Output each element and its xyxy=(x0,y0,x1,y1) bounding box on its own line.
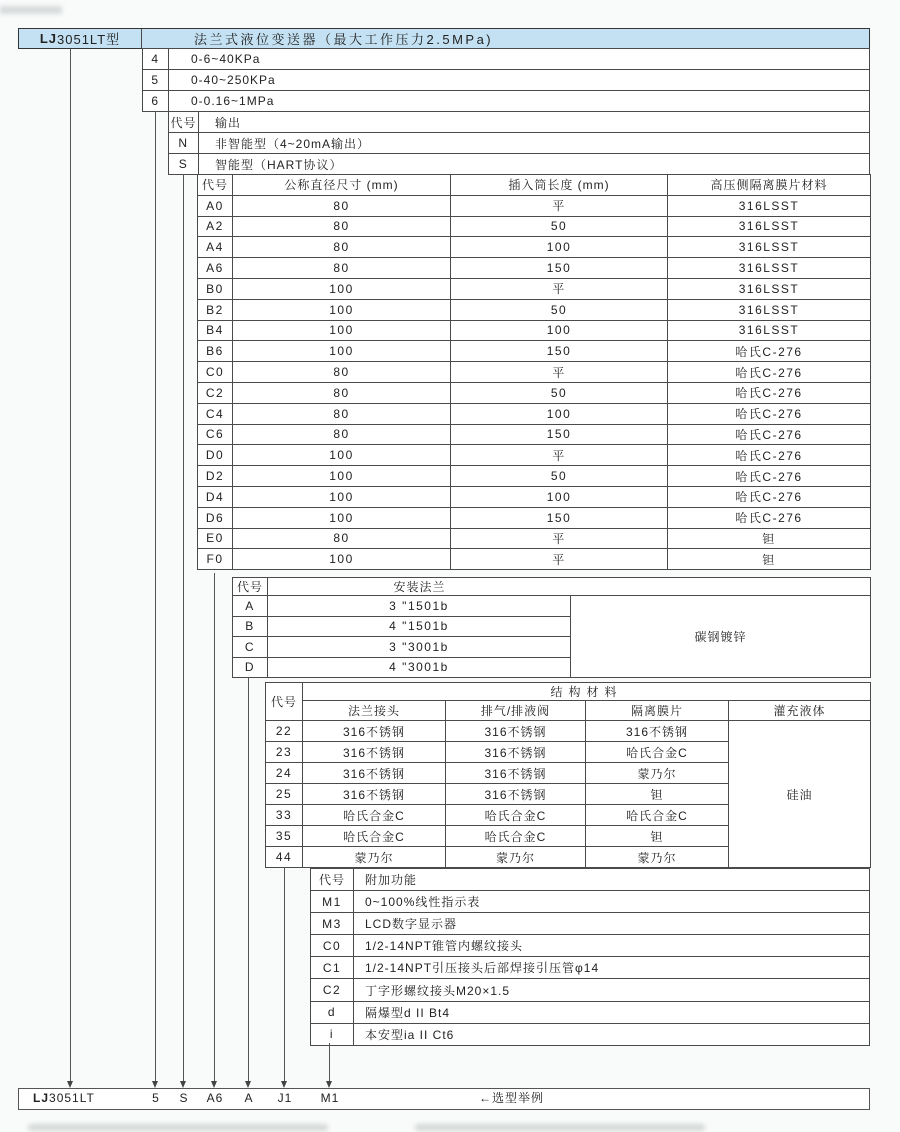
diaphragm-row xyxy=(198,507,871,528)
example-code-flange: A xyxy=(244,1091,254,1105)
addons-row xyxy=(311,891,870,913)
flange-code: D xyxy=(233,657,268,678)
output-row xyxy=(169,133,870,154)
materials-code: 23 xyxy=(266,742,303,763)
connector-line-flange xyxy=(248,677,249,1081)
materials-c1: 316不锈钢 xyxy=(303,784,446,805)
arrow-down-icon xyxy=(67,1081,73,1088)
materials-c2: 蒙乃尔 xyxy=(446,847,586,868)
diaphragm-material: 316LSST xyxy=(668,258,871,279)
arrow-down-icon xyxy=(152,1081,158,1088)
addons-code: d xyxy=(311,1001,354,1023)
addons-code: C2 xyxy=(311,979,354,1001)
diaphragm-material: 316LSST xyxy=(668,195,871,216)
diaphragm-material: 哈氏C-276 xyxy=(668,362,871,383)
diaphragm-row xyxy=(198,362,871,383)
diaphragm-material: 哈氏C-276 xyxy=(668,424,871,445)
diaphragm-diameter: 100 xyxy=(233,445,451,466)
diaphragm-material: 哈氏C-276 xyxy=(668,507,871,528)
materials-c3: 蒙乃尔 xyxy=(586,847,729,868)
diaphragm-code: F0 xyxy=(198,549,233,570)
diaphragm-length: 50 xyxy=(451,299,668,320)
diaphragm-code: D4 xyxy=(198,486,233,507)
diaphragm-material: 哈氏C-276 xyxy=(668,341,871,362)
scan-smudge xyxy=(0,6,62,14)
flange-code: B xyxy=(233,616,268,637)
materials-code: 24 xyxy=(266,763,303,784)
diaphragm-length: 150 xyxy=(451,424,668,445)
diaphragm-diameter: 80 xyxy=(233,528,451,549)
output-value: 智能型（HART协议） xyxy=(199,154,870,175)
diaphragm-material: 哈氏C-276 xyxy=(668,403,871,424)
diaphragm-code: C2 xyxy=(198,382,233,403)
addons-value: 1/2-14NPT引压接头后部焊接引压管φ14 xyxy=(354,957,870,979)
materials-c3: 316不锈钢 xyxy=(586,721,729,742)
addons-code: M3 xyxy=(311,913,354,935)
materials-code: 35 xyxy=(266,826,303,847)
addons-code-header: 代号 xyxy=(311,869,354,891)
diaphragm-length: 平 xyxy=(451,528,668,549)
diaphragm-material: 哈氏C-276 xyxy=(668,486,871,507)
diaphragm-length: 50 xyxy=(451,382,668,403)
example-code-diaphragm: A6 xyxy=(206,1091,224,1105)
diaphragm-diameter: 80 xyxy=(233,237,451,258)
diaphragm-code: B2 xyxy=(198,299,233,320)
output-label-header: 输出 xyxy=(199,112,870,133)
diaphragm-diameter: 80 xyxy=(233,258,451,279)
diaphragm-header-row xyxy=(198,175,871,196)
diaphragm-diameter: 80 xyxy=(233,362,451,383)
diaphragm-row xyxy=(198,237,871,258)
addons-row xyxy=(311,1023,870,1045)
arrow-down-icon xyxy=(281,1081,287,1088)
example-code-range: 5 xyxy=(152,1091,160,1105)
materials-c2: 316不锈钢 xyxy=(446,784,586,805)
diaphragm-code: B0 xyxy=(198,278,233,299)
materials-subheader-row xyxy=(266,701,871,721)
diaphragm-code: B4 xyxy=(198,320,233,341)
range-code: 4 xyxy=(143,49,169,70)
col-header-flange-joint: 法兰接头 xyxy=(303,701,446,721)
diaphragm-row xyxy=(198,258,871,279)
example-model xyxy=(33,1089,95,1108)
example-code-materials: J1 xyxy=(277,1091,293,1105)
col-header-material: 高压侧隔离膜片材料 xyxy=(668,175,871,196)
flange-row xyxy=(233,596,871,617)
diaphragm-length: 平 xyxy=(451,362,668,383)
diaphragm-length: 100 xyxy=(451,486,668,507)
addons-code: C1 xyxy=(311,957,354,979)
diaphragm-diameter: 100 xyxy=(233,299,451,320)
diaphragm-material: 316LSST xyxy=(668,278,871,299)
connector-line-model xyxy=(70,49,71,1081)
col-header-diameter: 公称直径尺寸 (mm) xyxy=(233,175,451,196)
range-table xyxy=(142,48,870,112)
addons-code: C0 xyxy=(311,935,354,957)
connector-line-addons xyxy=(329,1043,330,1081)
diaphragm-material: 哈氏C-276 xyxy=(668,382,871,403)
flange-label-header-text: 安装法兰 xyxy=(393,580,446,594)
range-row xyxy=(143,49,870,70)
diaphragm-row xyxy=(198,278,871,299)
diaphragm-length: 50 xyxy=(451,466,668,487)
col-header-vent-valve: 排气/排液阀 xyxy=(446,701,586,721)
col-header-fill-fluid: 灌充液体 xyxy=(729,701,871,721)
addons-row xyxy=(311,913,870,935)
model-name-prefix: LJ xyxy=(39,31,58,46)
materials-c2: 哈氏合金C xyxy=(446,805,586,826)
diaphragm-table xyxy=(197,174,871,570)
diaphragm-material: 哈氏C-276 xyxy=(668,445,871,466)
materials-c3: 哈氏合金C xyxy=(586,742,729,763)
addons-row xyxy=(311,935,870,957)
diaphragm-code: B6 xyxy=(198,341,233,362)
materials-c3: 钽 xyxy=(586,826,729,847)
materials-title-row xyxy=(266,683,871,701)
diaphragm-length: 100 xyxy=(451,403,668,424)
diaphragm-diameter: 80 xyxy=(233,216,451,237)
output-table xyxy=(168,111,870,175)
arrow-down-icon xyxy=(245,1081,251,1088)
addons-label-header: 附加功能 xyxy=(354,869,870,891)
range-code: 6 xyxy=(143,91,169,112)
example-selection-box xyxy=(18,1088,870,1110)
output-code: N xyxy=(169,133,199,154)
materials-c3: 钽 xyxy=(586,784,729,805)
output-header-row xyxy=(169,112,870,133)
diaphragm-row xyxy=(198,466,871,487)
diaphragm-material: 316LSST xyxy=(668,216,871,237)
addons-table xyxy=(310,868,870,1046)
example-code-addons: M1 xyxy=(320,1091,340,1105)
flange-label-header xyxy=(268,578,871,596)
example-model-prefix: LJ xyxy=(33,1091,50,1105)
addons-value: 丁字形螺纹接头M20×1.5 xyxy=(354,979,870,1001)
example-note: ←选型举例 xyxy=(479,1091,545,1105)
arrow-down-icon xyxy=(326,1081,332,1088)
materials-code: 22 xyxy=(266,721,303,742)
output-row xyxy=(169,154,870,175)
example-code-output: S xyxy=(179,1091,189,1105)
connector-line-output xyxy=(183,174,184,1081)
diaphragm-code: A0 xyxy=(198,195,233,216)
materials-code: 33 xyxy=(266,805,303,826)
diaphragm-row xyxy=(198,424,871,445)
flange-code: A xyxy=(233,596,268,617)
diaphragm-diameter: 100 xyxy=(233,486,451,507)
diaphragm-row xyxy=(198,528,871,549)
arrow-down-icon xyxy=(211,1081,217,1088)
diaphragm-code: A6 xyxy=(198,258,233,279)
diaphragm-material: 316LSST xyxy=(668,237,871,258)
materials-c1: 蒙乃尔 xyxy=(303,847,446,868)
diaphragm-row xyxy=(198,486,871,507)
materials-c2: 316不锈钢 xyxy=(446,742,586,763)
materials-c1: 316不锈钢 xyxy=(303,721,446,742)
ghost-text-strip xyxy=(28,1124,328,1131)
diaphragm-length: 150 xyxy=(451,507,668,528)
diaphragm-length: 150 xyxy=(451,258,668,279)
flange-code-header: 代号 xyxy=(233,578,268,596)
addons-value: 隔爆型d II Bt4 xyxy=(354,1001,870,1023)
addons-code: M1 xyxy=(311,891,354,913)
materials-c1: 316不锈钢 xyxy=(303,742,446,763)
diaphragm-length: 50 xyxy=(451,216,668,237)
example-model-rest: 3051LT xyxy=(49,1091,95,1105)
diaphragm-length: 100 xyxy=(451,320,668,341)
flange-size: 3 "1501b xyxy=(268,596,571,617)
diaphragm-length: 平 xyxy=(451,549,668,570)
diaphragm-code: E0 xyxy=(198,528,233,549)
materials-code: 44 xyxy=(266,847,303,868)
range-row xyxy=(143,91,870,112)
addons-header-row xyxy=(311,869,870,891)
addons-row xyxy=(311,979,870,1001)
diaphragm-code: D6 xyxy=(198,507,233,528)
diaphragm-code: C4 xyxy=(198,403,233,424)
addons-row xyxy=(311,957,870,979)
diaphragm-diameter: 100 xyxy=(233,341,451,362)
diaphragm-diameter: 80 xyxy=(233,403,451,424)
diaphragm-length: 平 xyxy=(451,445,668,466)
materials-c1: 哈氏合金C xyxy=(303,826,446,847)
materials-c2: 316不锈钢 xyxy=(446,721,586,742)
model-name-rest: 3051LT型 xyxy=(57,32,121,47)
product-title: 法兰式液位变送器（最大工作压力2.5MPa) xyxy=(194,32,494,47)
diaphragm-material: 316LSST xyxy=(668,320,871,341)
connector-line-diaphragm xyxy=(214,573,215,1081)
diaphragm-material: 钽 xyxy=(668,549,871,570)
addons-value: 0~100%线性指示表 xyxy=(354,891,870,913)
diaphragm-diameter: 80 xyxy=(233,424,451,445)
diaphragm-row xyxy=(198,320,871,341)
model-name xyxy=(19,29,142,48)
diaphragm-length: 平 xyxy=(451,195,668,216)
diaphragm-row xyxy=(198,299,871,320)
output-value: 非智能型（4~20mA输出） xyxy=(199,133,870,154)
diaphragm-diameter: 100 xyxy=(233,278,451,299)
flange-size: 4 "3001b xyxy=(268,657,571,678)
output-code-header: 代号 xyxy=(169,112,199,133)
addons-row xyxy=(311,1001,870,1023)
flange-header-row xyxy=(233,578,871,596)
diaphragm-diameter: 80 xyxy=(233,195,451,216)
arrow-down-icon xyxy=(180,1081,186,1088)
range-value: 0-0.16~1MPa xyxy=(169,91,870,112)
col-header-isolation-diaphragm: 隔离膜片 xyxy=(586,701,729,721)
connector-line-materials xyxy=(284,867,285,1081)
diaphragm-diameter: 100 xyxy=(233,320,451,341)
diaphragm-row xyxy=(198,445,871,466)
diaphragm-code: D2 xyxy=(198,466,233,487)
diaphragm-material: 316LSST xyxy=(668,299,871,320)
diaphragm-row xyxy=(198,403,871,424)
col-header-code: 代号 xyxy=(198,175,233,196)
diaphragm-code: A2 xyxy=(198,216,233,237)
materials-code-header: 代号 xyxy=(266,683,303,721)
flange-size: 3 "3001b xyxy=(268,637,571,658)
range-value: 0-40~250KPa xyxy=(169,70,870,91)
addons-code: i xyxy=(311,1023,354,1045)
model-header-bar xyxy=(18,28,870,49)
materials-code: 25 xyxy=(266,784,303,805)
flange-size: 4 "1501b xyxy=(268,616,571,637)
diaphragm-diameter: 100 xyxy=(233,507,451,528)
materials-c1: 哈氏合金C xyxy=(303,805,446,826)
diaphragm-diameter: 80 xyxy=(233,382,451,403)
materials-title: 结构材料 xyxy=(303,683,871,701)
diaphragm-diameter: 100 xyxy=(233,466,451,487)
diaphragm-length: 平 xyxy=(451,278,668,299)
diaphragm-row xyxy=(198,549,871,570)
diaphragm-material: 钽 xyxy=(668,528,871,549)
materials-table xyxy=(265,682,871,868)
diaphragm-row xyxy=(198,195,871,216)
addons-value: 1/2-14NPT锥管内螺纹接头 xyxy=(354,935,870,957)
materials-c3: 哈氏合金C xyxy=(586,805,729,826)
diaphragm-row xyxy=(198,216,871,237)
diaphragm-length: 150 xyxy=(451,341,668,362)
materials-row xyxy=(266,721,871,742)
materials-c1: 316不锈钢 xyxy=(303,763,446,784)
flange-material: 碳钢镀锌 xyxy=(571,596,871,678)
connector-line-range xyxy=(155,111,156,1081)
diaphragm-length: 100 xyxy=(451,237,668,258)
range-row xyxy=(143,70,870,91)
materials-c2: 316不锈钢 xyxy=(446,763,586,784)
flange-code: C xyxy=(233,637,268,658)
output-code: S xyxy=(169,154,199,175)
diaphragm-code: C0 xyxy=(198,362,233,383)
diaphragm-row xyxy=(198,382,871,403)
ghost-text-strip xyxy=(415,1124,705,1131)
diaphragm-material: 哈氏C-276 xyxy=(668,466,871,487)
materials-c3: 蒙乃尔 xyxy=(586,763,729,784)
addons-value: LCD数字显示器 xyxy=(354,913,870,935)
diaphragm-diameter: 100 xyxy=(233,549,451,570)
diaphragm-code: D0 xyxy=(198,445,233,466)
diaphragm-row xyxy=(198,341,871,362)
diaphragm-code: C6 xyxy=(198,424,233,445)
range-code: 5 xyxy=(143,70,169,91)
range-value: 0-6~40KPa xyxy=(169,49,870,70)
diaphragm-code: A4 xyxy=(198,237,233,258)
addons-value: 本安型ia II Ct6 xyxy=(354,1023,870,1045)
col-header-length: 插入筒长度 (mm) xyxy=(451,175,668,196)
materials-fill-fluid: 硅油 xyxy=(729,721,871,868)
flange-table xyxy=(232,577,871,678)
materials-c2: 哈氏合金C xyxy=(446,826,586,847)
